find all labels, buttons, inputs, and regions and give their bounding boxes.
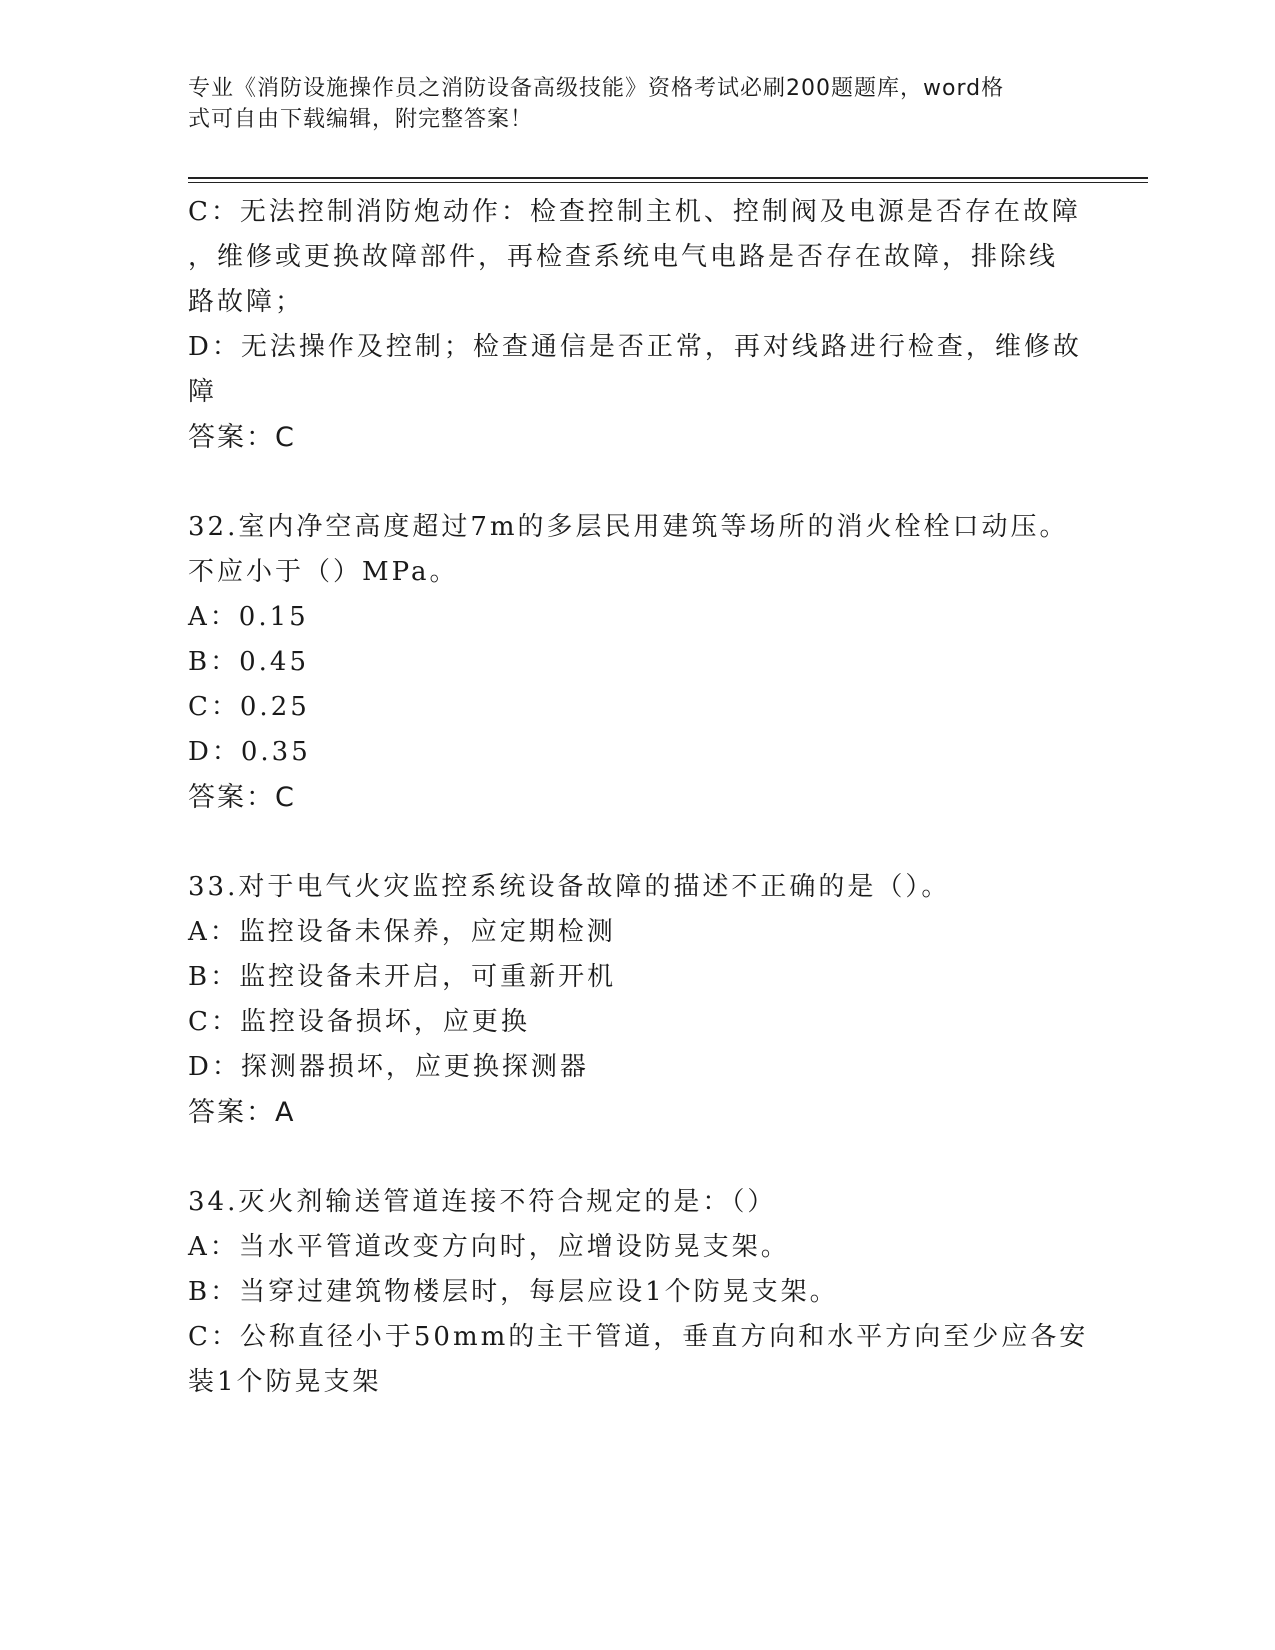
spacer [188,1135,1088,1180]
spacer [188,460,1088,505]
option-b: B：当穿过建筑物楼层时，每层应设1个防晃支架。 [188,1277,839,1307]
option-c: C：0.25 [188,692,310,722]
header-divider-thin [188,182,1148,183]
spacer [188,820,1088,865]
question-stem: 33.对于电气火灾监控系统设备故障的描述不正确的是（）。 [188,872,951,902]
question-stem: 32.室内净空高度超过7m的多层民用建筑等场所的消火栓栓口动压。 [188,512,1069,542]
header-line-2: 式可自由下载编辑，附完整答案！ [188,107,534,132]
option-c-line-2: 装1个防晃支架 [188,1367,382,1397]
option-d: D：0.35 [188,737,311,767]
question-32 [188,505,1088,820]
prev-question [188,190,1088,460]
option-c-line-3: 路故障； [188,287,305,317]
option-d-line-2: 障 [188,377,218,407]
option-a: A：当水平管道改变方向时，应增设防晃支架。 [188,1232,790,1262]
option-c-line-2: ，维修或更换故障部件，再检查系统电气电路是否存在故障，排除线 [188,242,1059,272]
question-stem: 34.灭火剂输送管道连接不符合规定的是：（） [188,1187,777,1217]
option-d: D：探测器损坏，应更换探测器 [188,1052,589,1082]
option-c: C：监控设备损坏，应更换 [188,1007,530,1037]
header-divider-thick [188,177,1148,179]
answer-label: 答案：A [188,1097,296,1128]
option-b: B：监控设备未开启，可重新开机 [188,962,617,992]
question-34 [188,1180,1088,1405]
option-c-line-1: C：无法控制消防炮动作：检查控制主机、控制阀及电源是否存在故障 [188,197,1081,227]
option-a: A：监控设备未保养，应定期检测 [188,917,616,947]
header-line-1: 专业《消防设施操作员之消防设备高级技能》资格考试必刷200题题库，word格 [188,76,1005,101]
answer-label: 答案：C [188,422,296,453]
question-33 [188,865,1088,1135]
document-header [188,73,1068,135]
option-d-line-1: D：无法操作及控制；检查通信是否正常，再对线路进行检查，维修故 [188,332,1082,362]
option-b: B：0.45 [188,647,309,677]
option-c-line-1: C：公称直径小于50mm的主干管道，垂直方向和水平方向至少应各安 [188,1322,1089,1352]
option-a: A：0.15 [188,602,309,632]
answer-label: 答案：C [188,782,296,813]
question-content [188,190,1088,1405]
question-stem: 不应小于（）MPa。 [188,557,459,587]
